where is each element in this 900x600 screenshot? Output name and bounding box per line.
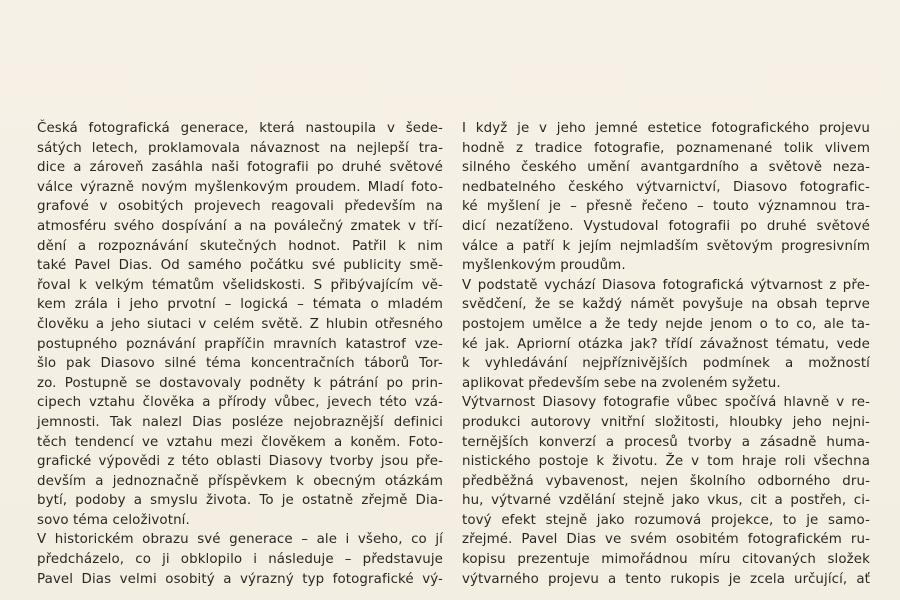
text-line: kem zrála i jeho prvotní – logická – témata o mladém bbox=[37, 297, 443, 313]
text-line: kopisu prezentuje mimořádnou míru citovaných složek bbox=[462, 552, 870, 568]
text-line: postojem umělce a že tedy nejde jenom o to co, ale ta- bbox=[462, 316, 870, 332]
text-line: zo. Postupně se dostavovaly podněty k pátrání po prin- bbox=[37, 375, 443, 391]
text-line: tový efekt stejně jako rozumová projekce, to je samo- bbox=[462, 512, 870, 528]
text-line: válce a patří k jejím nejmladším světovým progresivním bbox=[462, 238, 870, 254]
text-line: atmosféru svého dospívání a na poválečný zmatek v tří- bbox=[37, 218, 443, 234]
text-line: grafové v osobitých projevech reagovali především na bbox=[37, 199, 443, 215]
text-line: nedbatelného českého výtvarnictví, Diasovo fotografic- bbox=[462, 179, 870, 195]
text-line: předběžná vybavenost, nejen školního odborného dru- bbox=[462, 473, 870, 489]
paragraph bbox=[462, 276, 870, 394]
text-line: V podstatě vychází Diasova fotografická výtvarnost z pře- bbox=[462, 277, 870, 293]
paragraph bbox=[37, 119, 443, 530]
left-text-column bbox=[37, 119, 443, 589]
text-line: válce výrazně novým myšlenkovým proudem. Mladí foto- bbox=[37, 179, 443, 195]
text-line: myšlenkovým proudům. bbox=[462, 258, 626, 274]
text-line: Česká fotografická generace, která nastoupila v šede- bbox=[37, 121, 443, 136]
text-line: výtvarného projevu a tento rukopis je zcela určující, ať bbox=[462, 571, 870, 587]
right-text-column bbox=[462, 119, 870, 589]
paragraph bbox=[462, 119, 870, 276]
text-line: zřejmé. Pavel Dias ve svém osobitém fotografickém ru- bbox=[462, 532, 870, 548]
text-line: ké myšlení je – přesně řečeno – touto významnou tra- bbox=[462, 199, 870, 215]
text-line: ternějších konverzí a procesů tvorby a zásadně huma- bbox=[462, 434, 870, 450]
text-line: dicí nezatíženo. Vystudoval fotografii po druhé světové bbox=[462, 218, 870, 234]
text-line: dice a zároveň zasáhla naši fotografii po druhé světové bbox=[37, 160, 443, 176]
text-line: grafické výpovědi z této oblasti Diasovy tvorby jsou pře- bbox=[37, 454, 443, 470]
text-line: devším a jednoznačně příspěvkem k obecným otázkám bbox=[37, 473, 443, 489]
text-line: sovo téma celoživotní. bbox=[37, 512, 190, 528]
text-line: I když je v jeho jemné estetice fotografického projevu bbox=[462, 121, 870, 136]
text-line: silného českého umění avantgardního a světově neza- bbox=[462, 160, 870, 176]
text-line: šlo pak Diasovo silné téma koncentračních táborů Tor- bbox=[37, 356, 443, 372]
text-line: bytí, podoby a smyslu života. To je ostatně zřejmě Dia- bbox=[37, 493, 443, 509]
text-line: člověku a jeho siutaci v celém světě. Z hlubin otřesného bbox=[37, 316, 443, 332]
text-line: V historickém obrazu své generace – ale i všeho, co jí bbox=[37, 532, 443, 548]
text-line: Pavel Dias velmi osobitý a výrazný typ fotografické vý- bbox=[37, 571, 443, 587]
text-line: jemnosti. Tak nalezl Dias posléze nejobraznější definici bbox=[37, 414, 443, 430]
text-line: postupného poznávání prapříčin mravních katastrof vze- bbox=[37, 336, 443, 352]
text-line: k vyhledávání nejpříznivějších podmínek a možností bbox=[462, 356, 870, 372]
text-line: dění a rozpoznávání skutečných hodnot. Patřil k nim bbox=[37, 238, 443, 254]
text-line: řoval k velkým tématům všelidskosti. S přibývajícím vě- bbox=[37, 277, 443, 293]
text-line: hodně z tradice fotografie, poznamenané tolik vlivem bbox=[462, 140, 870, 156]
paragraph bbox=[37, 530, 443, 589]
text-line: svědčení, že se každý námět povyšuje na obsah teprve bbox=[462, 297, 870, 313]
paragraph bbox=[462, 393, 870, 589]
text-line: těch tendencí ve vztahu mezi člověkem a koněm. Foto- bbox=[37, 434, 443, 450]
text-line: aplikovat především sebe na zvoleném syžetu. bbox=[462, 375, 781, 391]
text-line: hu, výtvarné vzdělání stejně jako vkus, cit a postřeh, ci- bbox=[462, 493, 870, 509]
text-line: Výtvarnost Diasovy fotografie vůbec spočívá hlavně v re- bbox=[462, 395, 870, 411]
text-line: také Pavel Dias. Od samého počátku své publicity smě- bbox=[37, 258, 443, 274]
text-line: nistického postoje k životu. Že v tom hraje roli všechna bbox=[462, 454, 870, 470]
text-line: předcházelo, co ji obklopilo i následuje – představuje bbox=[37, 552, 443, 568]
text-line: sátých letech, proklamovala návaznost na nejlepší tra- bbox=[37, 140, 443, 156]
text-line: cipech vztahu člověka a přírody vůbec, jevech této vzá- bbox=[37, 395, 443, 411]
text-line: produkci autorovy vnitřní složitosti, hloubky jeho nejni- bbox=[462, 414, 870, 430]
text-line: ké jak. Apriorní otázka jak? třídí závažnost tématu, vede bbox=[462, 336, 870, 352]
